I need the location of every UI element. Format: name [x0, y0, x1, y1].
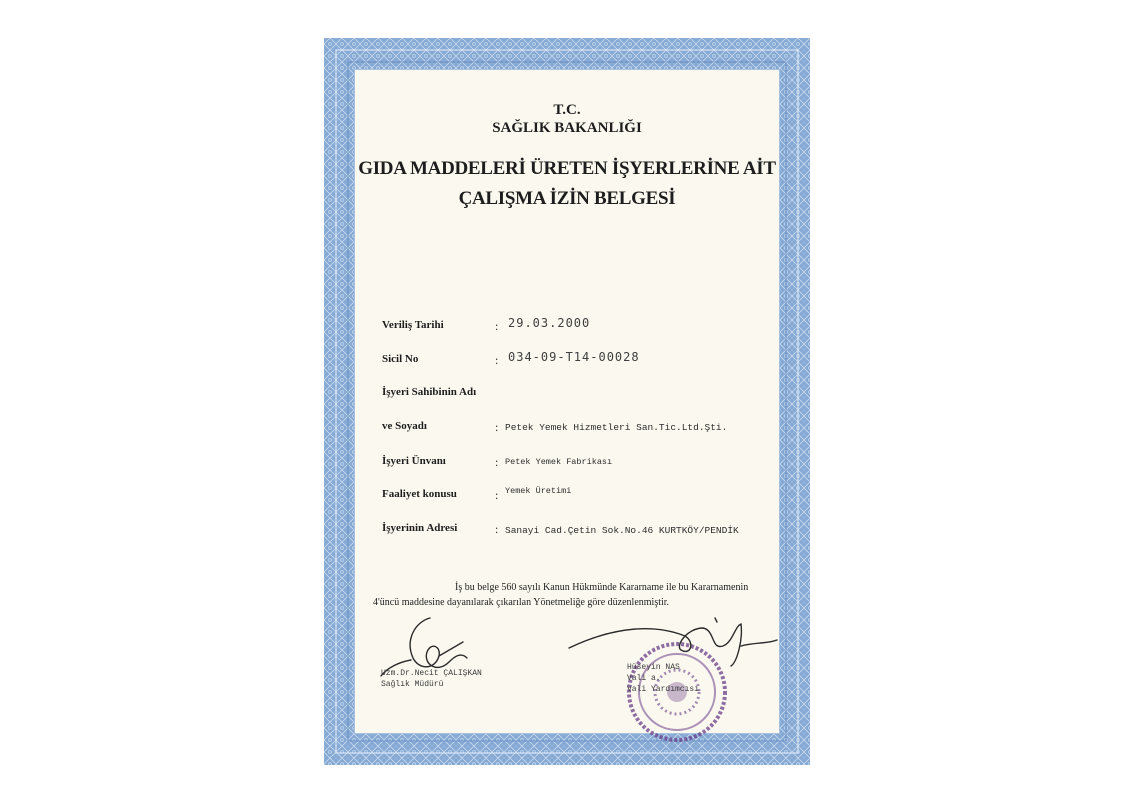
address-value: Sanayi Cad.Çetin Sok.No.46 KURTKÖY/PENDİK — [505, 525, 739, 536]
certificate — [324, 38, 810, 765]
issue-date-value: 29.03.2000 — [508, 316, 591, 330]
right-signatory — [627, 662, 699, 695]
activity-label: Faaliyet konusu — [382, 488, 457, 500]
right-signatory-title2: Vali Yardımcısı — [627, 685, 700, 694]
left-signatory-title: Sağlık Müdürü — [381, 680, 444, 689]
country-header: T.C. — [553, 102, 581, 118]
ministry-header: SAĞLIK BAKANLIĞI — [492, 120, 642, 136]
right-signatory-title1: Vali a. — [627, 674, 661, 683]
owner-surname-colon: : — [495, 420, 499, 434]
owner-name-label: İşyeri Sahibinin Adı — [382, 386, 477, 398]
issue-date-colon: : — [495, 319, 499, 333]
registry-no-value: 034-09-T14-00028 — [508, 350, 640, 364]
certificate-body — [355, 70, 779, 733]
owner-surname-value: Petek Yemek Hizmetleri San.Tic.Ltd.Şti. — [505, 422, 728, 433]
activity-value: Yemek Üretimi — [505, 486, 572, 496]
address-label: İşyerinin Adresi — [382, 522, 458, 534]
registry-no-colon: : — [495, 353, 499, 367]
left-signatory-name: Uzm.Dr.Necit ÇALIŞKAN — [381, 669, 482, 678]
certificate-title-line2: ÇALIŞMA İZİN BELGESİ — [458, 188, 676, 209]
certificate-title-line1: GIDA MADDELERİ ÜRETEN İŞYERLERİNE AİT — [358, 158, 776, 179]
owner-surname-label: ve Soyadı — [382, 420, 427, 432]
right-signatory-name: Hüseyin NAS — [627, 663, 680, 672]
issue-date-label: Veriliş Tarihi — [382, 319, 444, 331]
activity-colon: : — [495, 488, 499, 502]
left-signatory — [381, 668, 482, 690]
legal-statement-line1: İş bu belge 560 sayılı Kanun Hükmünde Kararname ile bu Kararnamenin — [455, 582, 749, 593]
address-colon: : — [495, 522, 499, 536]
registry-no-label: Sicil No — [382, 353, 419, 365]
legal-statement-line2: 4'üncü maddesine dayanılarak çıkarılan Yönetmeliğe göre düzenlenmiştir. — [373, 597, 670, 608]
business-title-value: Petek Yemek Fabrikası — [505, 457, 613, 467]
business-title-label: İşyeri Ünvanı — [382, 455, 446, 467]
business-title-colon: : — [495, 455, 499, 469]
